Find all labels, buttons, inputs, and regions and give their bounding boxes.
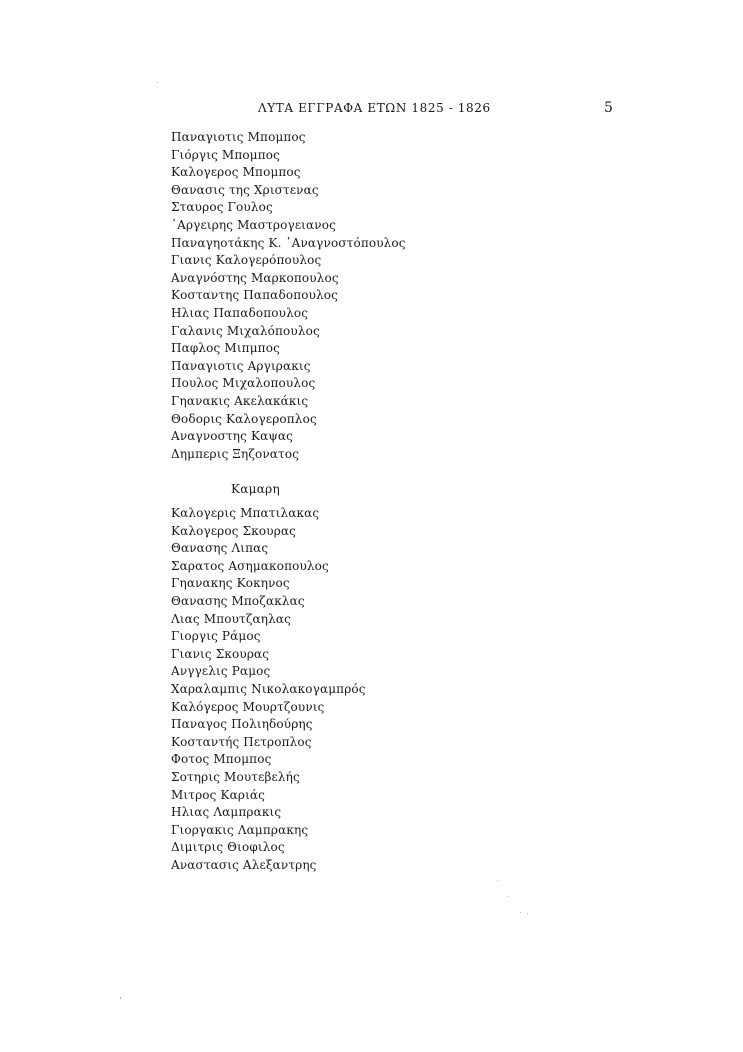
list-item: Καλογερις Μπατιλακας xyxy=(171,506,320,520)
list-item: Αναγνόστης Μαρκοπουλος xyxy=(171,270,339,285)
list-item: Θανασης Λιπας xyxy=(171,541,269,556)
name-list-first xyxy=(171,129,406,463)
list-item: Σταυρος Γουλος xyxy=(171,200,273,215)
scan-speck xyxy=(120,997,121,999)
list-item: Γηανακης Κοκηνος xyxy=(171,576,290,591)
list-item: Παφλος Μιπμπος xyxy=(171,341,280,356)
running-head: ΛΥΤΑ ΕΓΓΡΑΦΑ ΕΤΩΝ 1825 - 1826 xyxy=(258,101,491,115)
list-item: Ηλιας Λαμπρακις xyxy=(171,805,282,820)
list-item: Αναστασις Αλεξαντρης xyxy=(171,857,317,872)
name-list-second xyxy=(171,505,366,874)
list-item: Καλογερος Σκουρας xyxy=(171,523,297,538)
list-item: Παναγιοτις Αργιρακις xyxy=(171,358,311,373)
scan-speck xyxy=(520,912,521,913)
list-item: Αναγνοστης Καψας xyxy=(171,429,294,444)
list-item: Παναγος Πολιηδούρης xyxy=(171,717,313,732)
list-item: Δημπερις Ξηζονατος xyxy=(171,446,300,461)
list-item: Γιόργις Μπομπος xyxy=(171,147,281,162)
list-item: Πουλος Μιχαλοπουλος xyxy=(171,376,316,391)
scan-speck xyxy=(497,880,498,881)
list-item: Λιας Μπουτζαηλας xyxy=(171,611,291,626)
list-item: Θανασης Μποζακλας xyxy=(171,593,305,608)
list-item: ᾿Αργειρης Μαστρογειανος xyxy=(171,217,336,232)
list-item: Κοσταντής Πετροπλος xyxy=(171,734,312,749)
section-heading: Καμαρη xyxy=(231,482,281,496)
list-item: Θανασις της Χριστενας xyxy=(171,182,319,197)
list-item: Γιοργις Ράμος xyxy=(171,629,261,644)
scan-speck xyxy=(527,913,528,914)
page-number: 5 xyxy=(604,100,613,116)
list-item: Φοτος Μπομπος xyxy=(171,752,272,767)
scan-speck xyxy=(157,82,158,83)
list-item: Χαραλαμπις Νικολακογαμπρός xyxy=(171,681,366,696)
list-item: Γαλανις Μιχαλόπουλος xyxy=(171,323,320,338)
list-item: Γιοργακις Λαμπρακης xyxy=(171,822,309,837)
scan-speck xyxy=(507,896,508,897)
list-item: Γηανακις Ακελακάκις xyxy=(171,393,309,408)
list-item: Θοδορις Καλογεροπλος xyxy=(171,411,317,426)
list-item: Ανγγελις Ραμος xyxy=(171,664,271,679)
list-item: Γιανις Σκουρας xyxy=(171,646,270,661)
list-item: Ηλιας Παπαδοπουλος xyxy=(171,305,309,320)
list-item: Μιτρος Καριάς xyxy=(171,787,266,802)
list-item: Σαρατος Ασημακοπουλος xyxy=(171,558,329,573)
list-item: Καλόγερος Μουρτζουνις xyxy=(171,699,325,714)
list-item: Σοτηρις Μουτεβελής xyxy=(171,769,300,784)
list-item: Παναγιοτις Μπομπος xyxy=(171,130,306,144)
list-item: Καλογερος Μπομπος xyxy=(171,165,301,180)
list-item: Γιανις Καλογερόπουλος xyxy=(171,253,322,268)
list-item: Κοσταντης Παπαδοπουλος xyxy=(171,288,339,303)
list-item: Παναγηοτάκης Κ. ᾿Αναγνοστόπουλος xyxy=(171,235,406,250)
list-item: Διμιτρις Θιοφιλος xyxy=(171,840,285,855)
